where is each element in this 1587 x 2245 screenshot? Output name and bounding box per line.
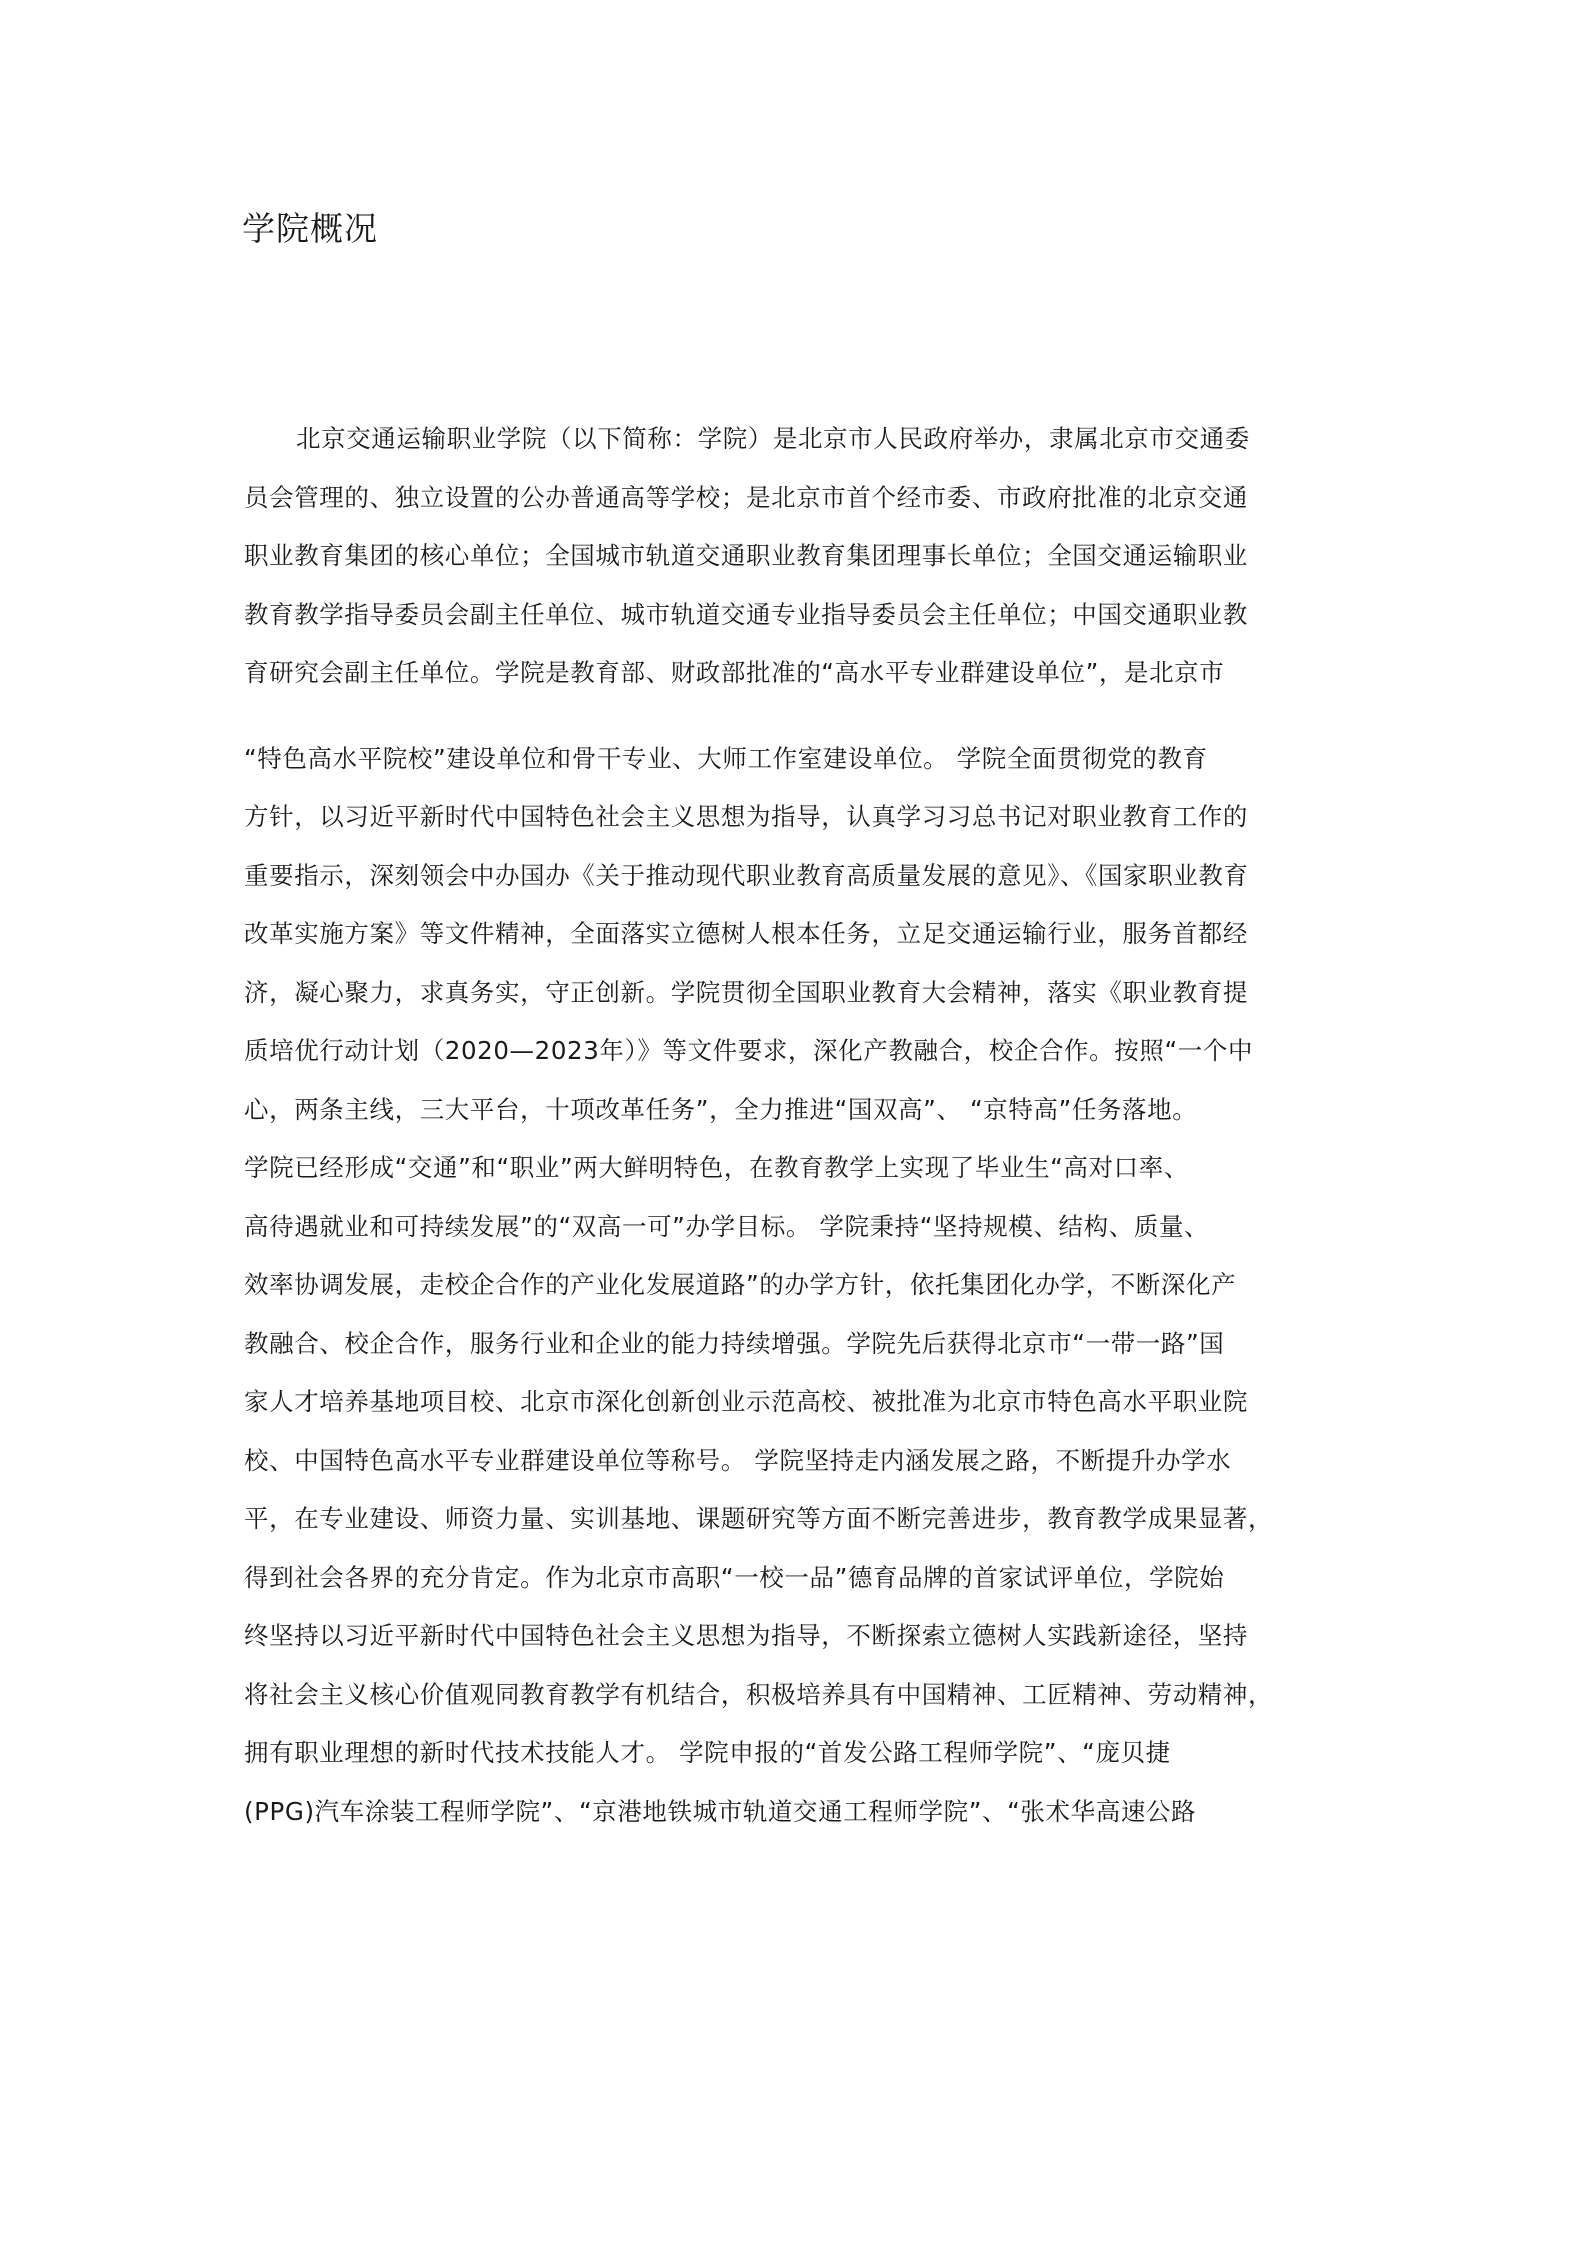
body-line: 方针，以习近平新时代中国特色社会主义思想为指导，认真学习习总书记对职业教育工作的 <box>244 802 1248 831</box>
body-line: 济，凝心聚力，求真务实，守正创新。学院贯彻全国职业教育大会精神，落实《职业教育提 <box>244 977 1248 1007</box>
body-line: 拥有职业理想的新时代技术技能人才。 学院申报的“首发公路工程师学院”、“庞贝捷 <box>244 1738 1171 1767</box>
body-line: 北京交通运输职业学院（以下简称：学院）是北京市人民政府举办，隶属北京市交通委 <box>296 424 1250 453</box>
body-line: 教融合、校企合作，服务行业和企业的能力持续增强。学院先后获得北京市“一带一路”国 <box>244 1328 1225 1358</box>
body-line: 终坚持以习近平新时代中国特色社会主义思想为指导，不断探索立德树人实践新途径，坚持 <box>244 1621 1248 1650</box>
body-paragraph <box>244 410 1384 1841</box>
body-line: 改革实施方案》等文件精神，全面落实立德树人根本任务，立足交通运输行业，服务首都经 <box>244 919 1248 948</box>
body-line: 校、中国特色高水平专业群建设单位等称号。 学院坚持走内涵发展之路，不断提升办学水 <box>244 1445 1232 1475</box>
body-line: “特色高水平院校”建设单位和骨干专业、大师工作室建设单位。 学院全面贯彻党的教育 <box>244 743 1208 773</box>
body-line: 得到社会各界的充分肯定。作为北京市高职“一校一品”德育品牌的首家试评单位，学院始 <box>244 1562 1225 1592</box>
body-line: 质培优行动计划（2020—2023年）》等文件要求，深化产教融合，校企合作。按照“一个中 <box>244 1036 1254 1065</box>
body-line: 职业教育集团的核心单位；全国城市轨道交通职业教育集团理事长单位；全国交通运输职业 <box>244 541 1248 570</box>
body-line: (PPG)汽车涂装工程师学院”、“京港地铁城市轨道交通工程师学院”、“张术华高速公路 <box>244 1796 1197 1826</box>
body-line: 家人才培养基地项目校、北京市深化创新创业示范高校、被批准为北京市特色高水平职业院 <box>244 1387 1248 1416</box>
body-line: 育研究会副主任单位。学院是教育部、财政部批准的“高水平专业群建设单位”，是北京市 <box>244 658 1225 687</box>
body-line: 教育教学指导委员会副主任单位、城市轨道交通专业指导委员会主任单位；中国交通职业教 <box>244 599 1248 629</box>
body-line: 员会管理的、独立设置的公办普通高等学校；是北京市首个经市委、市政府批准的北京交通 <box>244 482 1248 512</box>
body-line: 高待遇就业和可持续发展”的“双高一可”办学目标。 学院秉持“坚持规模、结构、质量、 <box>244 1211 1210 1241</box>
body-line: 效率协调发展，走校企合作的产业化发展道路”的办学方针，依托集团化办学，不断深化产 <box>244 1270 1237 1299</box>
body-line: 重要指示，深刻领会中办国办《关于推动现代职业教育高质量发展的意见》、《国家职业教育 <box>244 860 1249 890</box>
body-line: 学院已经形成“交通”和“职业”两大鲜明特色，在教育教学上实现了毕业生“高对口率、 <box>244 1153 1189 1182</box>
body-line: 心，两条主线，三大平台，十项改革任务”，全力推进“国双高”、 “京特高”任务落地。 <box>244 1094 1198 1124</box>
body-line: 将社会主义核心价值观同教育教学有机结合，积极培养具有中国精神、工匠精神、劳动精神， <box>244 1679 1274 1709</box>
page-title: 学院概况 <box>242 209 378 248</box>
body-line: 平，在专业建设、师资力量、实训基地、课题研究等方面不断完善进步，教育教学成果显著， <box>244 1504 1274 1533</box>
